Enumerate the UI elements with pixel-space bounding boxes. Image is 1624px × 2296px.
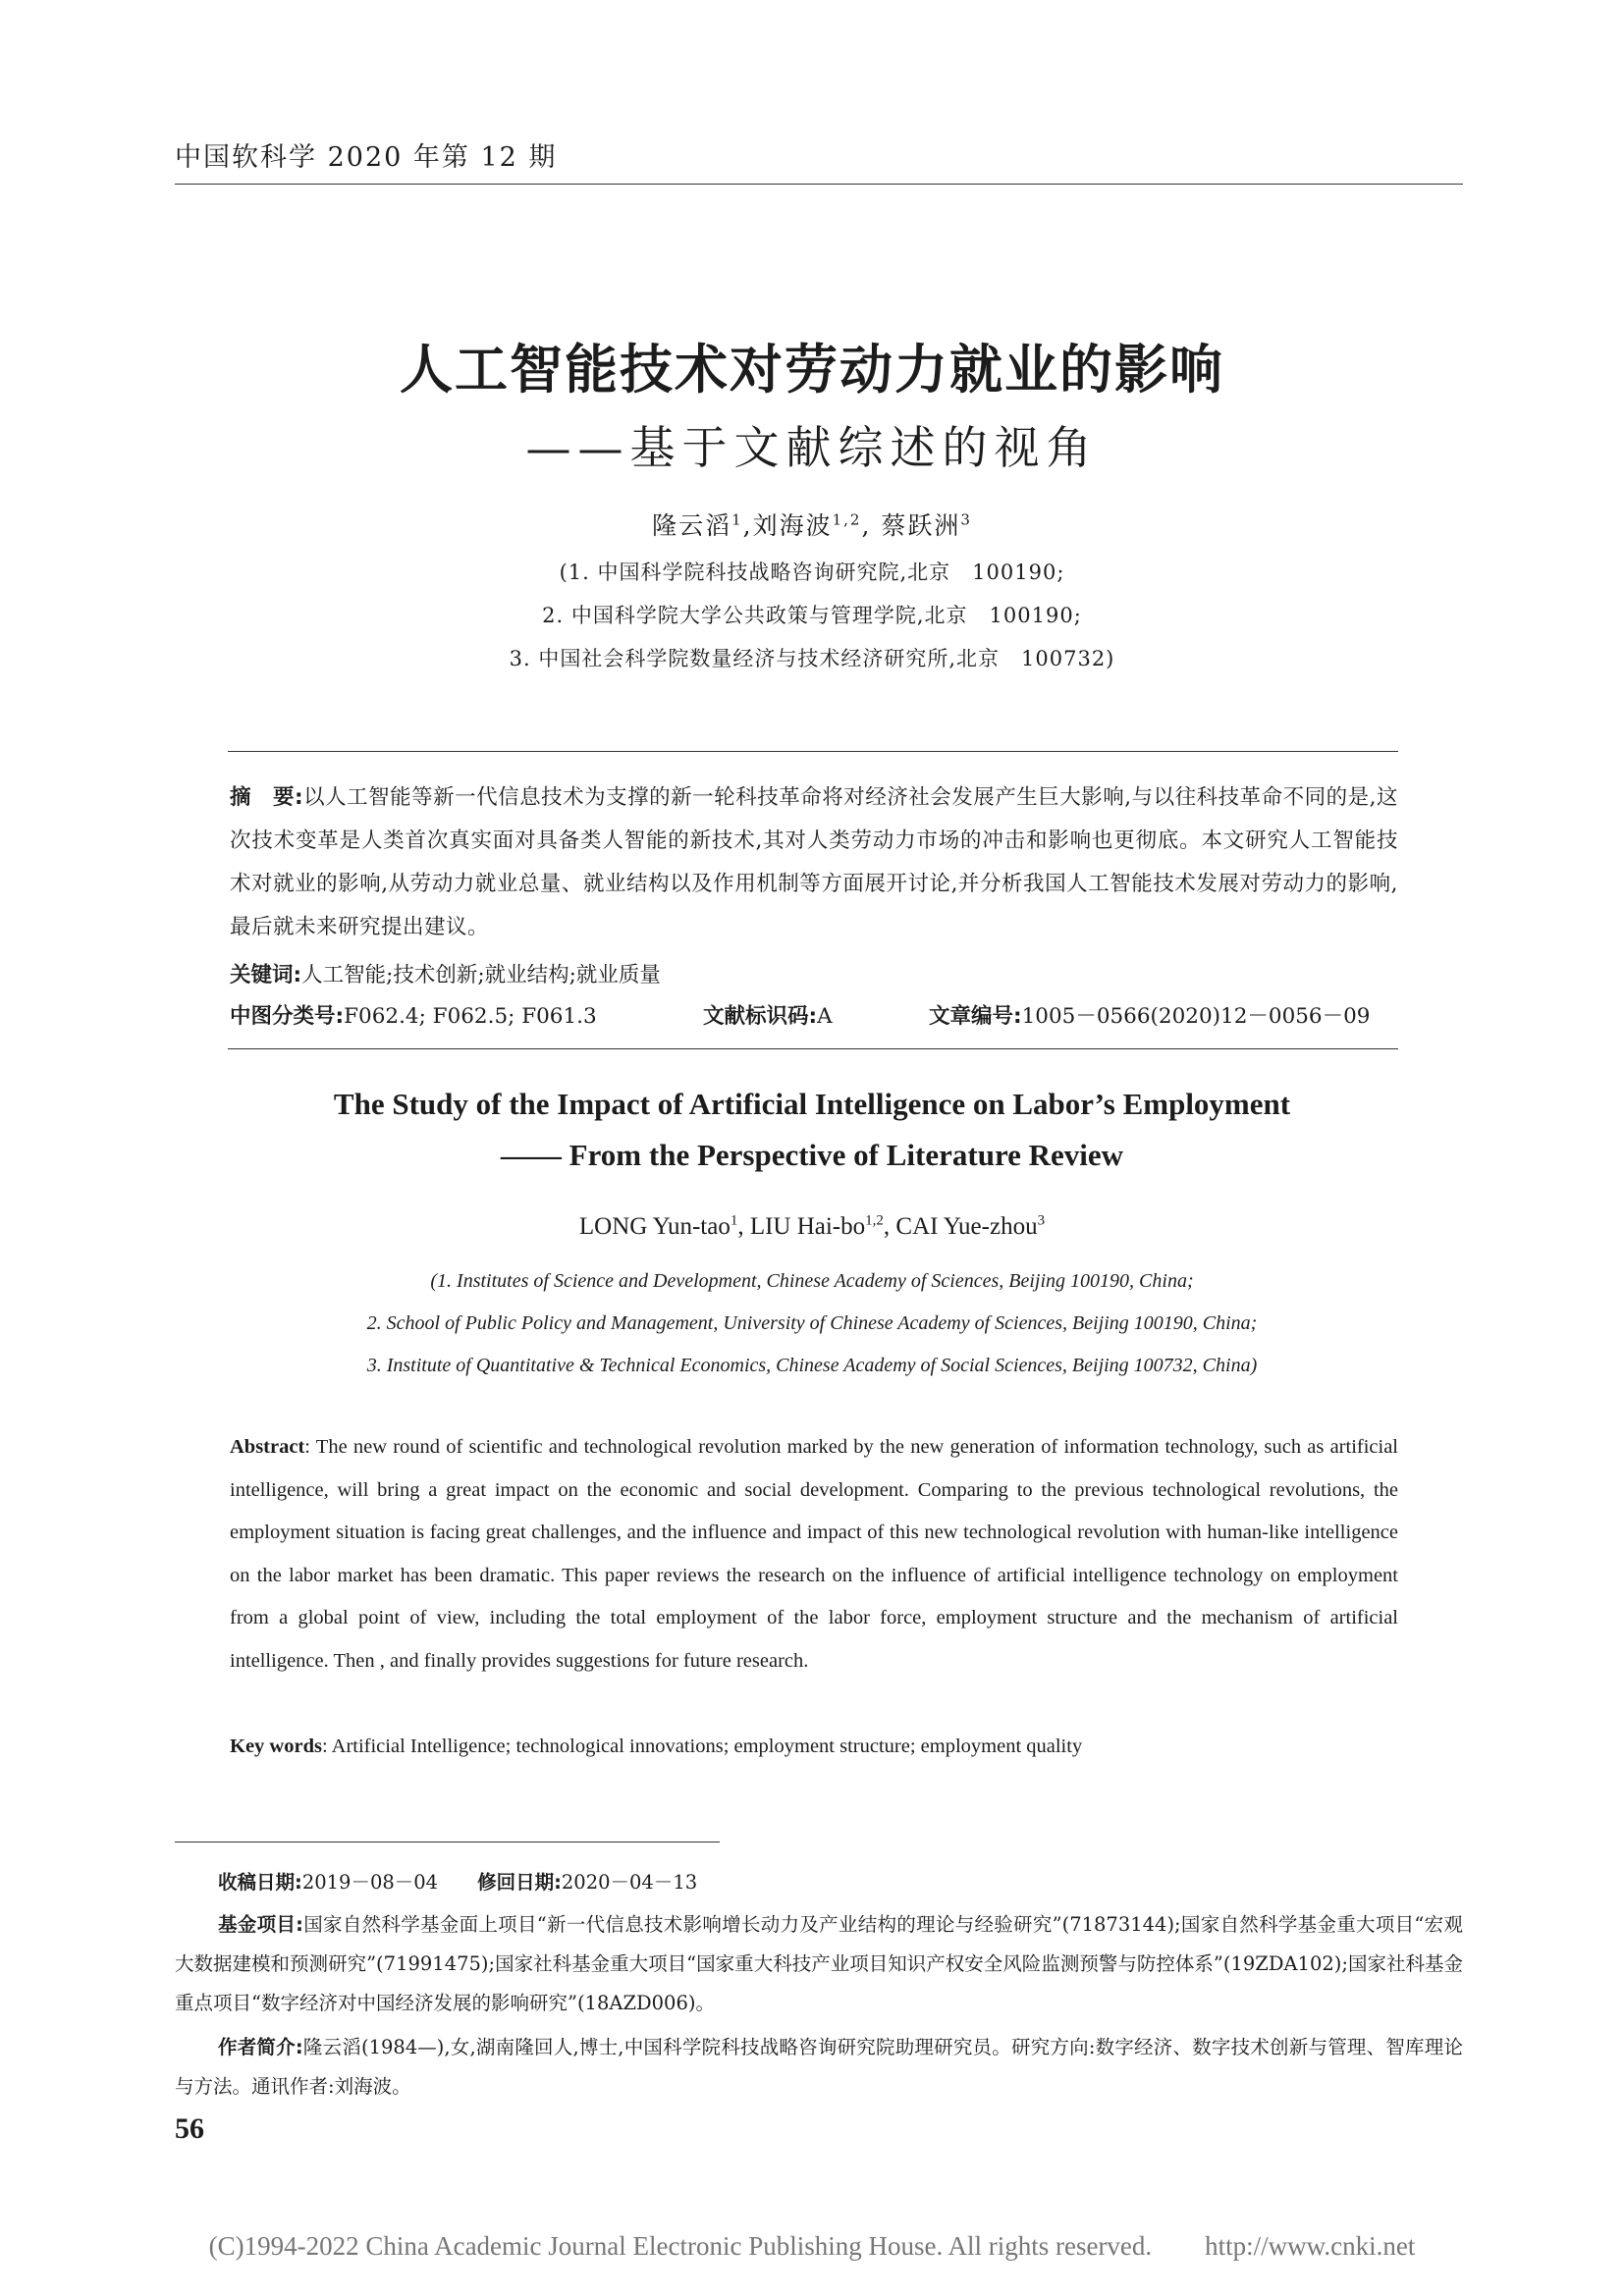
title-en: The Study of the Impact of Artificial Intelligence on Labor’s Employment <box>333 1087 1291 1121</box>
author-sup-en: 1 <box>730 1212 738 1229</box>
author-bio-text: 隆云滔(1984—),女,湖南隆回人,博士,中国科学院科技战略咨询研究院助理研究员。研究方向:数字经济、数字技术创新与管理、智库理论与方法。通讯作者:刘海波。 <box>175 2036 1463 2098</box>
keywords-en <box>230 1726 1398 1769</box>
author-sup: 3 <box>960 510 972 529</box>
author-name: 隆云滔 <box>652 511 732 540</box>
authors-cn: 隆云滔$^1$,刘海波$^{1,2}$, 蔡跃洲$^3$ <box>652 510 972 540</box>
keywords-cn-text: 人工智能;技术创新;就业结构;就业质量 <box>301 963 661 988</box>
author-name: 刘海波 <box>752 511 833 540</box>
clc-number <box>230 999 597 1030</box>
doc-code <box>703 999 833 1030</box>
footnote-dates <box>218 1863 1463 1902</box>
clc-value: F062.4; F062.5; F061.3 <box>344 1004 597 1029</box>
affiliation-en-1: (1. Institutes of Science and Development, Chinese Academy of Sciences, Beijing 100190, China; <box>430 1270 1194 1292</box>
fund-text: 国家自然科学基金面上项目“新一代信息技术影响增长动力及产业结构的理论与经验研究”(71873144);国家自然科学基金重大项目“宏观大数据建模和预测研究”(71991475);国家社科基金重大项目“国家重大科技产业项目知识产权安全风险监测预警与防控体系”(19ZDA102);国家社科基金重点项目“数字经济对中国经济发展的影响研究”(18AZD006)。 <box>175 1913 1463 2014</box>
authors-en: LONG Yun-tao$^1$, LIU Hai-bo$^{1,2}$, CAI Yue-zhou$^3$ <box>578 1212 1046 1240</box>
header-rule <box>175 184 1463 185</box>
footnote-author <box>175 2028 1463 2107</box>
affiliation-cn-2: 2. 中国科学院大学公共政策与管理学院,北京 100190; <box>542 604 1082 627</box>
footnote-fund <box>175 1905 1463 2023</box>
affiliation-cn-1: (1. 中国科学院科技战略咨询研究院,北京 100190; <box>559 561 1065 584</box>
received-value: 2019－08－04 <box>301 1871 439 1894</box>
page-number: 56 <box>175 2112 204 2145</box>
author-sup: 1,2 <box>832 510 862 529</box>
section-rule <box>228 1048 1398 1049</box>
fund-label: 基金项目: <box>218 1913 303 1936</box>
author-name: 蔡跃洲 <box>881 511 961 540</box>
abstract-en-label: Abstract <box>230 1436 305 1458</box>
doc-label: 文献标识码: <box>703 1004 818 1029</box>
article-label: 文章编号: <box>929 1004 1022 1029</box>
article-value: 1005－0566(2020)12－0056－09 <box>1021 1004 1371 1029</box>
running-head: 中国软科学 2020 年第 12 期 <box>175 142 558 173</box>
abstract-en <box>230 1426 1398 1682</box>
author-sup-en: 1,2 <box>865 1212 884 1229</box>
keywords-en-label: Key words <box>230 1735 322 1757</box>
title-cn: 人工智能技术对劳动力就业的影响 <box>400 338 1224 400</box>
keywords-cn <box>230 958 661 988</box>
affiliation-en-2: 2. School of Public Policy and Management, University of Chinese Academy of Sciences, Beijing 100190, China; <box>366 1312 1258 1334</box>
affiliation-cn-3: 3. 中国社会科学院数量经济与技术经济研究所,北京 100732) <box>509 647 1115 670</box>
author-bio-label: 作者简介: <box>218 2036 303 2058</box>
section-rule <box>228 751 1398 752</box>
author-name-en: LONG Yun-tao <box>578 1213 731 1240</box>
revised-label: 修回日期: <box>477 1871 562 1894</box>
author-name-en: CAI Yue-zhou <box>895 1213 1038 1240</box>
subtitle-en: —— From the Perspective of Literature Review <box>500 1138 1124 1172</box>
abstract-cn-text: 以人工智能等新一代信息技术为支撑的新一轮科技革命将对经济社会发展产生巨大影响,与以往科技革命不同的是,这次技术变革是人类首次真实面对具备类人智能的新技术,其对人类劳动力市场的冲击和影响也更彻底。本文研究人工智能技术对就业的影响,从劳动力就业总量、就业结构以及作用机制等方面展开讨论,并分析我国人工智能技术发展对劳动力的影响,最后就未来研究提出建议。 <box>230 785 1398 939</box>
article-number <box>929 999 1370 1030</box>
copyright-notice: (C)1994-2022 China Academic Journal Electronic Publishing House. All rights reserved. http://www.cnki.net <box>208 2231 1416 2261</box>
received-label: 收稿日期: <box>218 1871 302 1894</box>
abstract-en-text: : The new round of scientific and technological revolution marked by the new generation of information technology, such as artificial intelligence, will bring a great impact on the economic and social development. Comparing to the previous technological revolutions, the employment situation is facing great challenges, and the influence and impact of this new technological revolution with human-like intelligence on the labor market has been dramatic. This paper reviews the research on the influence of artificial intelligence technology on employment from a global point of view, including the total employment of the labor force, employment structure and the mechanism of artificial intelligence. Then , and finally provides suggestions for future research. <box>230 1436 1398 1672</box>
abstract-cn <box>230 776 1398 949</box>
abstract-cn-label: 摘 要: <box>230 785 304 810</box>
keywords-en-text: : Artificial Intelligence; technological innovations; employment structure; employment quality <box>321 1735 1083 1757</box>
keywords-cn-label: 关键词: <box>230 963 302 988</box>
affiliation-en-3: 3. Institute of Quantitative & Technical Economics, Chinese Academy of Social Sciences, Beijing 100732, China) <box>366 1355 1258 1376</box>
doc-value: A <box>817 1004 833 1029</box>
author-name-en: LIU Hai-bo <box>749 1213 866 1240</box>
revised-value: 2020－04－13 <box>561 1871 698 1894</box>
clc-label: 中图分类号: <box>230 1004 345 1029</box>
subtitle-cn: ——基于文献综述的视角 <box>525 421 1099 474</box>
author-sup-en: 3 <box>1037 1212 1046 1229</box>
author-sup: 1 <box>731 510 743 529</box>
